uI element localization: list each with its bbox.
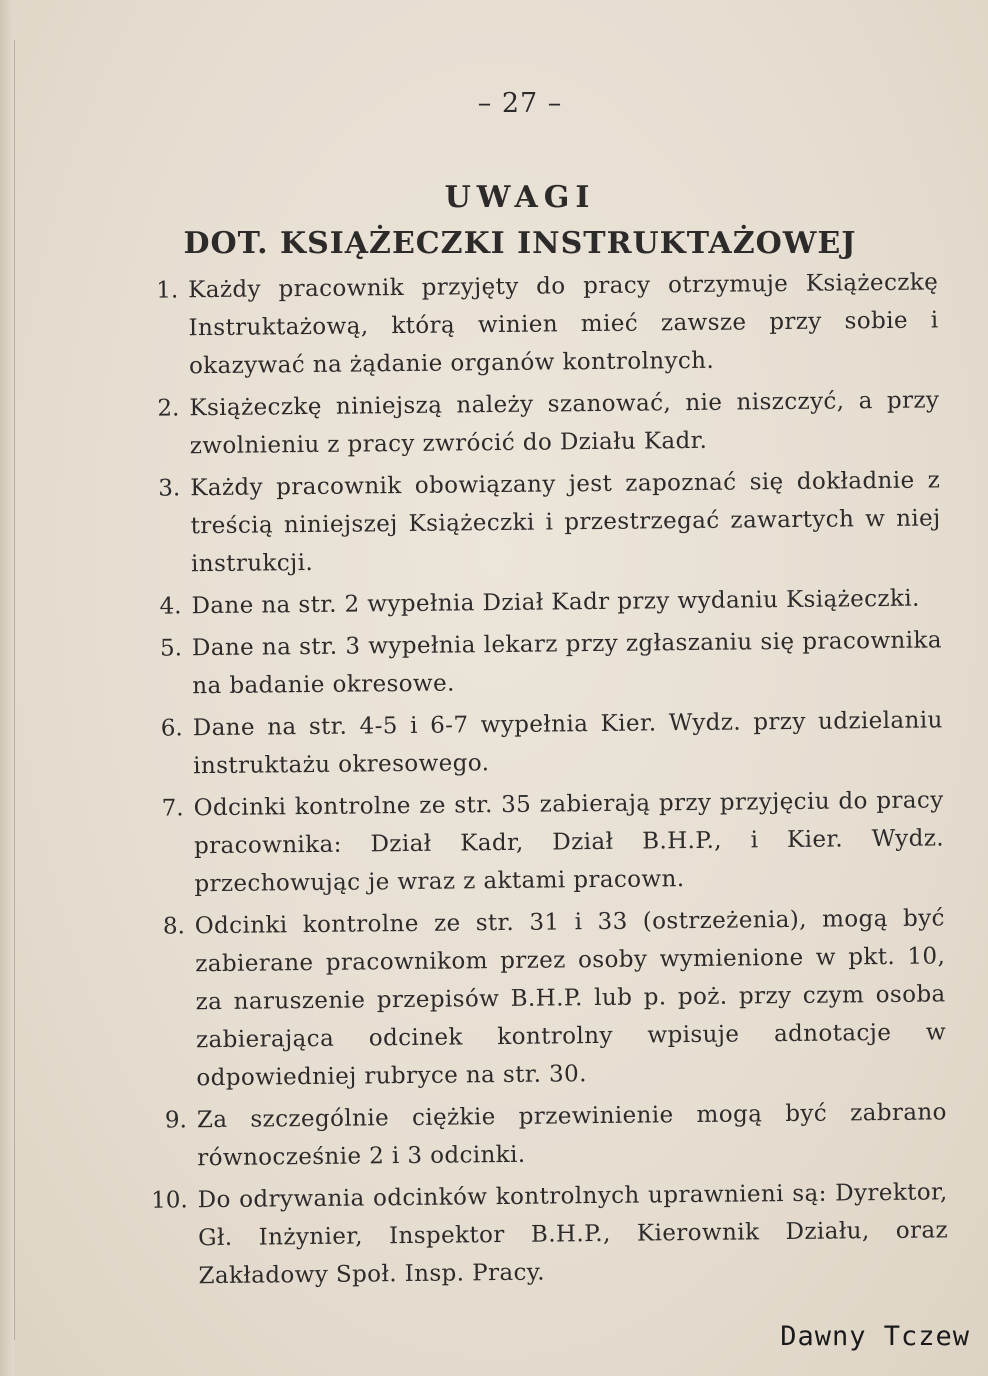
list-item [119,381,940,466]
item-number: 4. [159,593,182,620]
item-text: Do odrywania odcinków kontrolnych uprawnieni są: Dyrektor, Gł. Inżynier, Inspektor B.H.P., Kierownik Działu, oraz Zakładowy Społ. Insp. Pracy. [197,1179,949,1290]
item-text: Odcinki kontrolne ze str. 31 i 33 (ostrzeżenia), mogą być zabierane pracownikom przez osoby wymienione w pkt. 10, za naruszenie przepisów B.H.P. lub p. poż. przy czym osoba zabierająca odcinek kontrolny wpisuje adnotacje w odpowiedniej rubryce na str. 30. [194,905,947,1092]
item-text: Dane na str. 4-5 i 6-7 wypełnia Kier. Wydz. przy udzielaniu instruktażu okresowego. [192,707,943,780]
notes-list [118,263,949,1300]
list-item [127,1093,948,1178]
item-text: Dane na str. 3 wypełnia lekarz przy zgłaszaniu się pracownika na badanie okresowe. [191,627,943,700]
list-item [121,579,941,626]
list-item [123,701,944,786]
item-number: 7. [161,795,184,822]
list-item [118,263,939,386]
list-item [123,781,944,904]
item-number: 9. [164,1107,188,1134]
item-text: Za szczególnie ciężkie przewinienie mogą być zabrano równocześnie 2 i 3 odcinki. [196,1099,947,1172]
list-item [120,461,941,584]
list-item [122,621,943,706]
list-item [125,899,947,1098]
item-number: 2. [157,395,180,422]
list-item [128,1173,949,1296]
page-number: – 27 – [477,88,563,119]
item-number: 1. [156,277,179,304]
watermark-text: Dawny Tczew [780,1321,970,1352]
item-number: 5. [159,635,183,662]
item-text: Dane na str. 2 wypełnia Dział Kadr przy wydaniu Książeczki. [191,585,920,620]
item-text: Każdy pracownik przyjęty do pracy otrzymuje Książeczkę Instruktażową, którą winien mieć zawsze przy sobie i okazywać na żądanie organów kontrolnych. [188,269,939,380]
item-number: 6. [160,715,183,742]
item-number: 3. [158,475,181,502]
item-text: Każdy pracownik obowiązany jest zapoznać się dokładnie z treścią niniejszej Książeczki i przestrzegać zawartych w niej instrukcji. [190,467,941,578]
item-number: 8. [162,913,185,940]
item-text: Odcinki kontrolne ze str. 35 zabierają przy przyjęciu do pracy pracownika: Dział Kadr, Dział B.H.P., i Kier. Wydz. przechowując je wraz z aktami pracown. [193,787,945,898]
item-number: 10. [151,1187,188,1214]
item-text: Książeczkę niniejszą należy szanować, nie niszczyć, a przy zwolnieniu z pracy zwrócić do Działu Kadr. [189,387,940,460]
heading-subtitle: DOT. KSIĄŻECZKI INSTRUKTAŻOWEJ [183,226,857,261]
heading-uwagi: UWAGI [444,180,596,215]
